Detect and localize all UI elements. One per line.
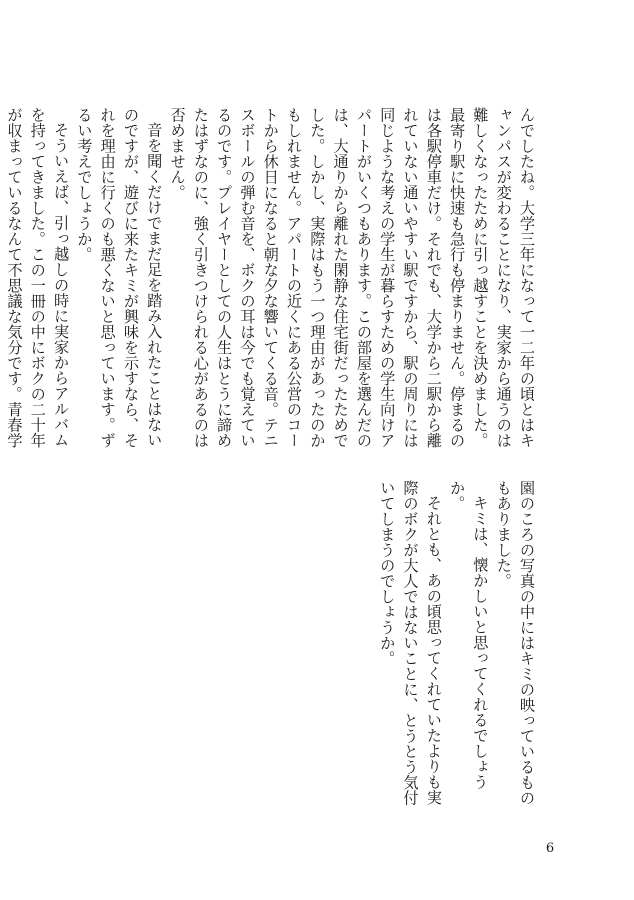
paragraph: 園のころの写真の中にはキミの映っているものもありました。 xyxy=(494,480,536,806)
lower-text-block xyxy=(378,480,538,820)
paragraph: キミは、懐かしいと思ってくれるでしょうか。 xyxy=(448,480,490,790)
paragraph: んでしたね。大学三年になって一二年の頃とはキャンパスが変わることになり、実家から通うのは難しくなったために引っ越すことを決めました。最寄り駅に快速も急行も停まりません。停まるのは各駅停車だけ。それでも、大学から二駅から離れていない通いやすい駅ですから、駅の周りには同じような考えの学生が暮らすための学生向けアパートがいくつもあります。この部屋を選んだのは、大通りから離れた閑静な住宅街だったためでした。しかし、実際はもう一つ理由があったのかもしれません。アパートの近くにある公営のコートから休日になると朝な夕な響いてくる音。テニスボールの弾む音を、ボクの耳は今でも覚えているのです。プレイヤーとしての人生はとうに諦めたはずなのに、強く引きつけられる心があるのは否めません。 xyxy=(168,107,536,448)
paragraph: そういえば、引っ越しの時に実家からアルバムを持ってきました。この一冊の中にボクの二十年が収まっているなんて不思議な気分です。青春学 xyxy=(5,107,71,448)
upper-text-block xyxy=(5,107,538,459)
paragraph: それとも、あの頃思ってくれていたよりも実際のボクが大人ではないことに、とうとう気付いてしまうのでしょうか。 xyxy=(378,480,443,806)
paragraph: 音を聞くだけでまだ足を踏み入れたことはないのですが、遊びに来たキミが興味を示すなら、それを理由に行くのも悪くないと思っています。ずるい考えでしょうか。 xyxy=(75,107,164,448)
page-number: 6 xyxy=(545,841,555,856)
